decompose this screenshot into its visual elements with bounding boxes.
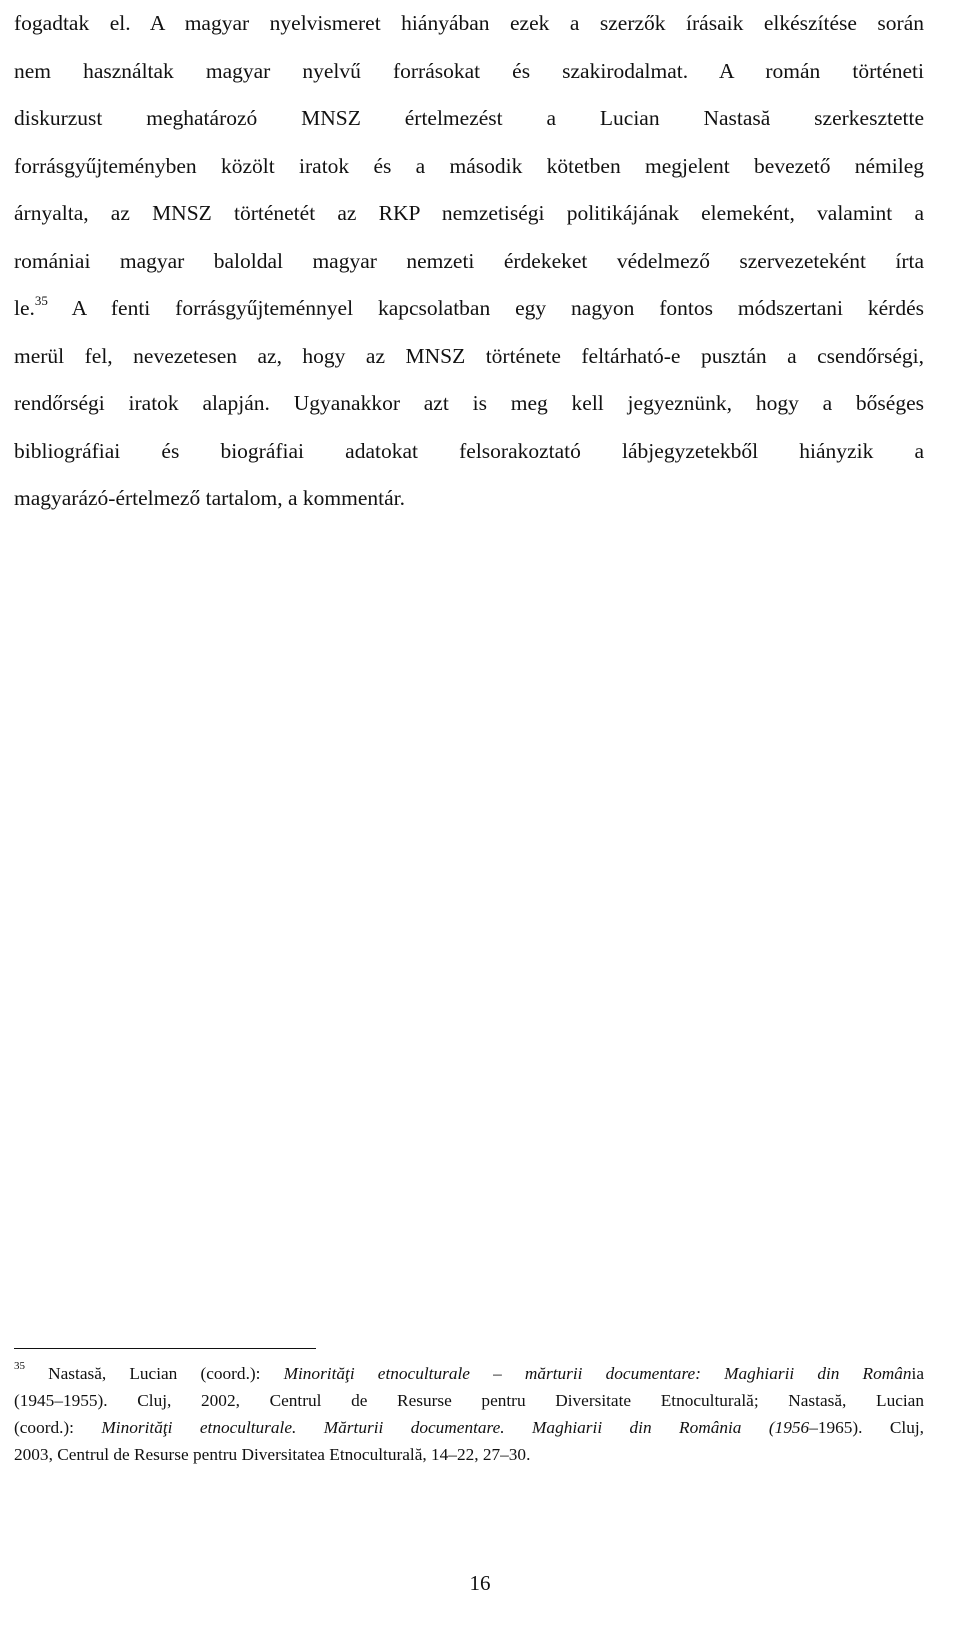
body-line: rendőrségi iratok alapján. Ugyanakkor azt is meg kell jegyeznünk, hogy a bőséges (14, 391, 924, 415)
footnote-number: 35 (14, 1360, 25, 1373)
footnote-reference[interactable]: 35 (34, 292, 48, 308)
footnote-line (14, 1360, 924, 1387)
footnote-line (14, 1414, 924, 1441)
footnote-line: 2003, Centrul de Resurse pentru Diversitatea Etnoculturală, 14–22, 27–30. (14, 1445, 531, 1464)
body-line: merül fel, nevezetesen az, hogy az MNSZ története feltárható-e pusztán a csendőrségi, (14, 343, 924, 368)
footnote-text-segment: (coord.): (14, 1418, 102, 1437)
body-paragraph (14, 0, 924, 523)
body-text-segment: le. (14, 296, 35, 320)
footnote-text-segment: Nastasă, Lucian (coord.): (25, 1364, 284, 1383)
body-line (14, 285, 924, 333)
body-line: forrásgyűjteményben közölt iratok és a második kötetben megjelent bevezető némileg (14, 153, 924, 178)
body-line: diskurzust meghatározó MNSZ értelmezést a Lucian Nastasă szerkesztette (14, 106, 924, 130)
body-line: magyarázó-értelmező tartalom, a kommentár. (14, 486, 405, 510)
footnote-line: (1945–1955). Cluj, 2002, Centrul de Resurse pentru Diversitate Etnoculturală; Nastasă, Lucian (14, 1391, 924, 1410)
footnote-separator (14, 1348, 316, 1349)
body-line: nem használtak magyar nyelvű forrásokat és szakirodalmat. A román történeti (14, 58, 924, 83)
footnote-italic-title: Minorităţi etnoculturale. Mărturii documentare. Maghiarii din România (1956 (101, 1418, 810, 1437)
body-line: bibliográfiai és biográfiai adatokat felsorakoztató lábjegyzetekből hiányzik a (14, 438, 924, 463)
page-number: 16 (469, 1571, 491, 1595)
footnote (14, 1360, 924, 1468)
body-line: romániai magyar baloldal magyar nemzeti érdekeket védelmező szervezeteként írta (14, 248, 924, 273)
body-line: fogadtak el. A magyar nyelvismeret hiányában ezek a szerzők írásaik elkészítése során (14, 11, 924, 35)
body-text-segment: A fenti forrásgyűjteménnyel kapcsolatban egy nagyon fontos módszertani kérdés (47, 296, 924, 320)
footnote-text-segment: –1965). Cluj, (809, 1418, 924, 1437)
body-line: árnyalta, az MNSZ történetét az RKP nemzetiségi politikájának elemeként, valamint a (14, 201, 924, 225)
footnote-text-segment: ia (911, 1364, 924, 1383)
footnote-italic-title: Minorităţi etnoculturale – mărturii documentare: Maghiarii din Român (283, 1364, 912, 1383)
